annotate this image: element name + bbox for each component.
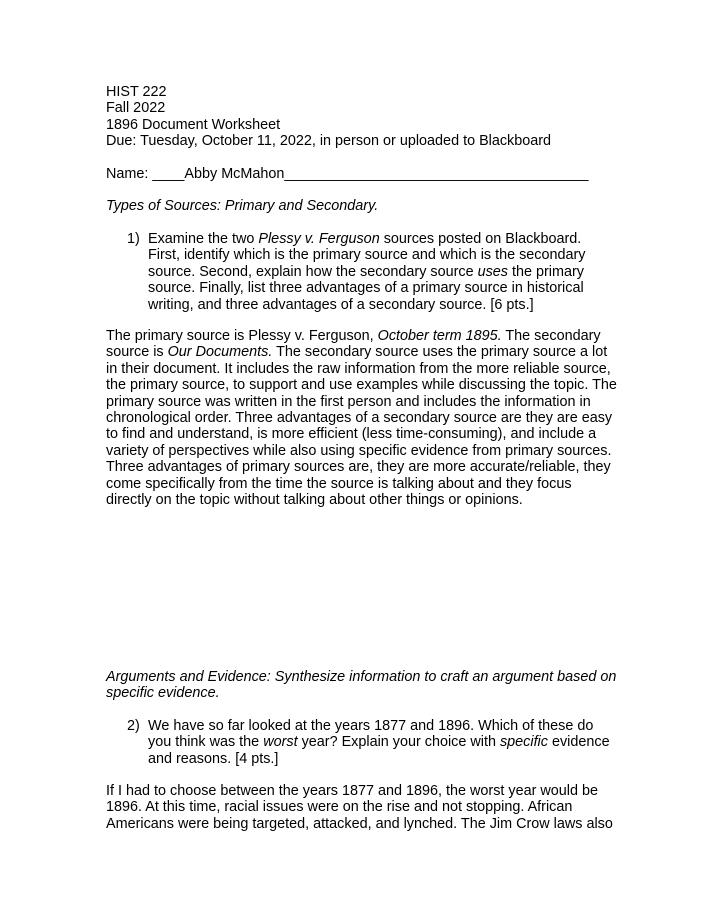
document-header [106, 84, 626, 150]
question-2-number: 2) [127, 718, 140, 734]
question-2-text-part: evidence and reasons. [4 pts.] [148, 734, 610, 767]
question-1-text-part: sources posted on Blackboard. First, identify which is the primary source and which is the secondary source. Second, explain how the secondary source [148, 231, 586, 280]
question-2-emphasis: specific [499, 734, 548, 751]
question-1-emphasis: uses [477, 263, 508, 280]
question-2-text [148, 718, 617, 767]
assignment-title: 1896 Document Worksheet [106, 116, 281, 133]
question-1 [127, 231, 617, 313]
answer-1-primary-title: October term 1895. [377, 328, 502, 344]
question-1-text-part: the primary source. Finally, list three advantages of a primary source in historical writing, and three advantages of a secondary source. [6 pts.] [148, 263, 584, 313]
question-1-text [148, 231, 617, 313]
term: Fall 2022 [106, 100, 166, 117]
question-2-text-part: year? Explain your choice with [297, 734, 500, 751]
section2-title: Arguments and Evidence: Synthesize information to craft an argument based on specific evidence. [106, 669, 617, 702]
answer-1-text-part: The secondary source is [106, 328, 601, 361]
student-name-line: Name: ____Abby McMahon______________________________________ [106, 166, 589, 182]
course-code: HIST 222 [106, 84, 167, 100]
question-2-text-part: We have so far looked at the years 1877 and 1896. Which of these do you think was the [148, 718, 594, 751]
question-1-text-part: Examine the two [148, 231, 259, 247]
answer-1 [106, 328, 620, 508]
answer-1-secondary-title: Our Documents. [167, 344, 273, 361]
question-2-emphasis: worst [263, 734, 298, 751]
section1-title: Types of Sources: Primary and Secondary. [106, 198, 379, 214]
question-1-number: 1) [127, 231, 140, 247]
answer-1-text-part: The secondary source uses the primary source a lot in their document. It includes the raw information from the more reliable source, the primary source, to support and use examples while discussing the topic. The primary source was written in the first person and includes the information in chronological order. Three advantages of a secondary source are they are easy to find and understand, is more efficient (less time-consuming), and include a variety of perspectives while also using specific evidence from primary sources. Three advantages of primary sources are, they are more accurate/reliable, they come specifically from the time the source is talking about and they focus directly on the topic without talking about other things or opinions. [106, 344, 617, 509]
answer-2: If I had to choose between the years 1877 and 1896, the worst year would be 1896. At this time, racial issues were on the rise and not stopping. African Americans were being targeted, attacked, and lynched. The Jim Crow laws also [106, 783, 613, 832]
due-date: Due: Tuesday, October 11, 2022, in person or uploaded to Blackboard [106, 133, 552, 150]
question-1-case-name: Plessy v. Ferguson [258, 231, 380, 247]
answer-1-text-part: The primary source is Plessy v. Ferguson, [106, 328, 378, 344]
question-2 [127, 718, 622, 767]
